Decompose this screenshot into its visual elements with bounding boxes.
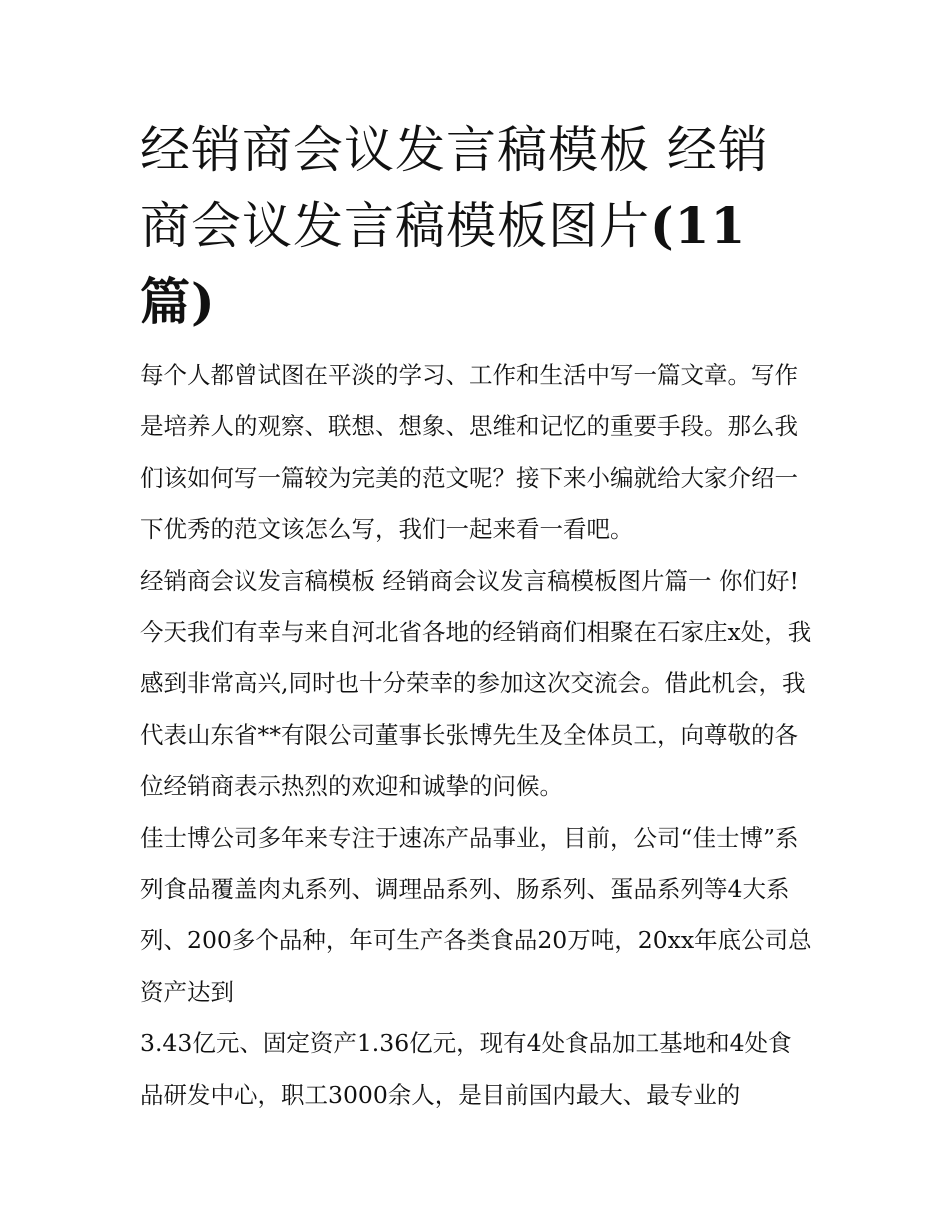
title-main: 经销商会议发言稿模板 经销商会议发言稿模板图片 bbox=[140, 121, 769, 255]
document-page bbox=[140, 112, 812, 1121]
paragraph-welcome: 今天我们有幸与来自河北省各地的经销商们相聚在石家庄x处，我感到非常高兴,同时也十分荣幸的参加这次交流会。借此机会，我代表山东省**有限公司董事长张博先生及全体员工，向尊敬的各位经销商表示热烈的欢迎和诚挚的问候。 bbox=[140, 618, 812, 801]
paragraph-greeting: 经销商会议发言稿模板 经销商会议发言稿模板图片篇一 你们好! bbox=[140, 566, 799, 595]
title-suffix: (11篇) bbox=[140, 196, 747, 331]
document-title bbox=[140, 112, 812, 340]
paragraph-company: 佳士博公司多年来专注于速冻产品事业，目前，公司“佳士博”系列食品覆盖肉丸系列、调理品系列、肠系列、蛋品系列等4大系列、200多个品种，年可生产各类食品20万吨，20xx年底公司总资产达到 bbox=[140, 823, 812, 1006]
paragraph-intro: 每个人都曾试图在平淡的学习、工作和生活中写一篇文章。写作是培养人的观察、联想、想象、思维和记忆的重要手段。那么我们该如何写一篇较为完美的范文呢？接下来小编就给大家介绍一下优秀的范文该怎么写，我们一起来看一看吧。 bbox=[140, 361, 798, 544]
document-body bbox=[140, 350, 812, 1121]
paragraph-assets: 3.43亿元、固定资产1.36亿元，现有4处食品加工基地和4处食品研发中心，职工3000余人，是目前国内最大、最专业的 bbox=[140, 1029, 792, 1109]
